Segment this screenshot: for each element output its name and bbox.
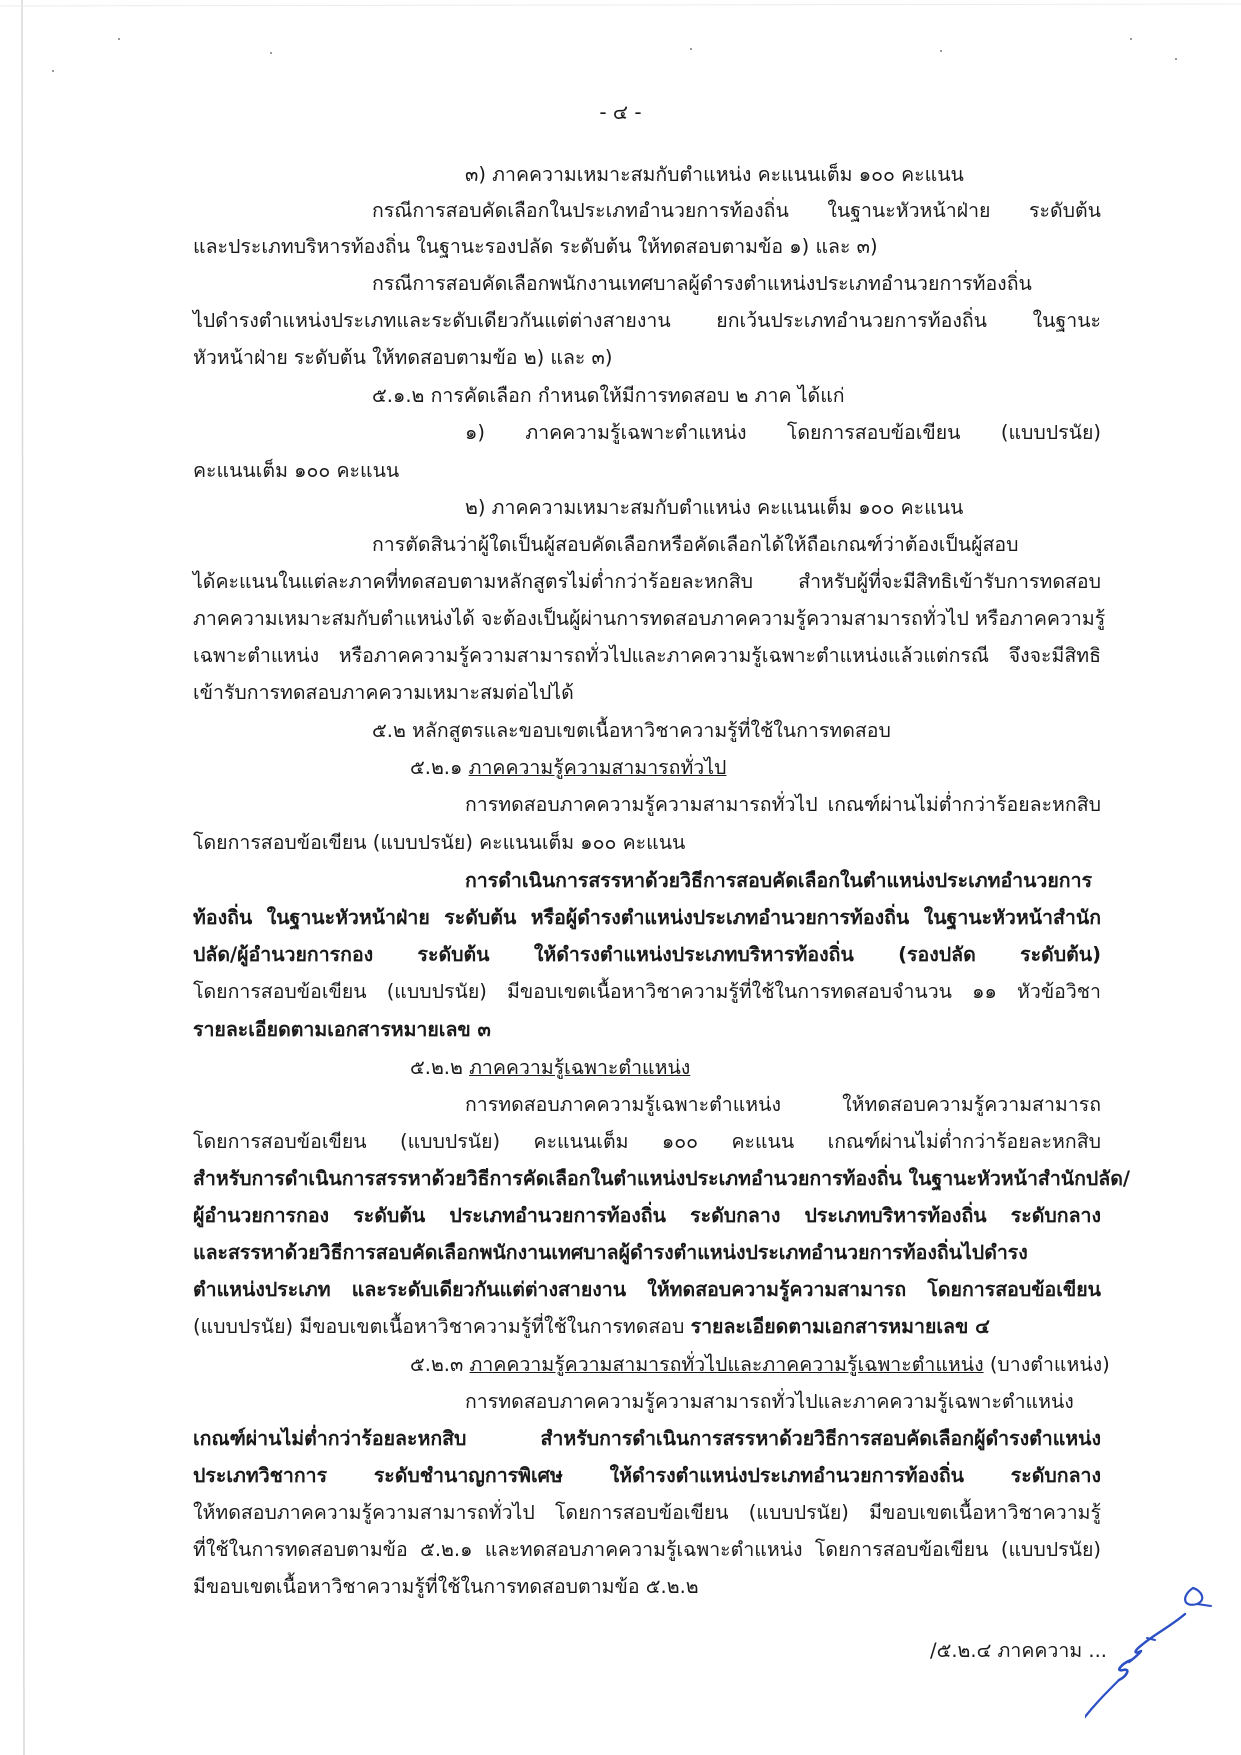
text-line [193, 1316, 990, 1338]
text-line: การดำเนินการสรรหาด้วยวิธีการสอบคัดเลือกในตำแหน่งประเภทอำนวยการ [465, 869, 1093, 892]
text-line: ภาคความเหมาะสมกับตำแหน่งได้ จะต้องเป็นผู้ผ่านการทดสอบภาคความรู้ความสามารถทั่วไป หรือภาคความรู้ [193, 607, 1106, 630]
page-number: - ๔ - [599, 100, 642, 124]
text-line: สำหรับการดำเนินการสรรหาด้วยวิธีการคัดเลือกในตำแหน่งประเภทอำนวยการท้องถิ่น ในฐานะหัวหน้าสำนักปลัด/ [193, 1167, 1131, 1190]
section-title: ภาคความรู้เฉพาะตำแหน่ง [469, 1056, 691, 1079]
text-line: การทดสอบภาคความรู้ความสามารถทั่วไป เกณฑ์ผ่านไม่ต่ำกว่าร้อยละหกสิบ [465, 793, 1101, 816]
section-number: ๕.๒.๒ [410, 1056, 470, 1079]
section-heading [410, 1354, 1110, 1376]
text-segment-bold: รายละเอียดตามเอกสารหมายเลข ๔ [690, 1315, 990, 1338]
scan-speck [690, 48, 692, 50]
text-line: ปลัด/ผู้อำนวยการกอง ระดับต้น ให้ดำรงตำแหน่งประเภทบริหารท้องถิ่น (รองปลัด ระดับต้น) [193, 943, 1101, 966]
scan-speck [1175, 58, 1177, 60]
text-line: โดยการสอบข้อเขียน (แบบปรนัย) คะแนนเต็ม ๑๐๐ คะแนน เกณฑ์ผ่านไม่ต่ำกว่าร้อยละหกสิบ [193, 1130, 1101, 1153]
section-note: (บางตำแหน่ง) [983, 1353, 1110, 1376]
text-line: ๓) ภาคความเหมาะสมกับตำแหน่ง คะแนนเต็ม ๑๐๐ คะแนน [465, 163, 964, 186]
scan-speck [270, 52, 272, 54]
section-title: ภาคความรู้ความสามารถทั่วไป [468, 756, 727, 779]
text-line: ให้ทดสอบภาคความรู้ความสามารถทั่วไป โดยการสอบข้อเขียน (แบบปรนัย) มีขอบเขตเนื้อหาวิชาความรู้ [193, 1501, 1101, 1524]
text-line: ท้องถิ่น ในฐานะหัวหน้าฝ่าย ระดับต้น หรือผู้ดำรงตำแหน่งประเภทอำนวยการท้องถิ่น ในฐานะหัวหน้าสำนัก [193, 906, 1101, 929]
continuation-note: /๕.๒.๔ ภาคความ ... [930, 1639, 1107, 1662]
text-line: ได้คะแนนในแต่ละภาคที่ทดสอบตามหลักสูตรไม่ต่ำกว่าร้อยละหกสิบ สำหรับผู้ที่จะมีสิทธิเข้ารับการทดสอบ [193, 570, 1101, 593]
text-line: และสรรหาด้วยวิธีการสอบคัดเลือกพนักงานเทศบาลผู้ดำรงตำแหน่งประเภทอำนวยการท้องถิ่นไปดำรง [193, 1241, 1028, 1264]
text-line: คะแนนเต็ม ๑๐๐ คะแนน [193, 459, 400, 482]
scan-speck [52, 70, 54, 72]
text-line: หัวหน้าฝ่าย ระดับต้น ให้ทดสอบตามข้อ ๒) และ ๓) [193, 346, 613, 369]
text-line: กรณีการสอบคัดเลือกพนักงานเทศบาลผู้ดำรงตำแหน่งประเภทอำนวยการท้องถิ่น [372, 272, 1032, 295]
text-line: กรณีการสอบคัดเลือกในประเภทอำนวยการท้องถิ่น ในฐานะหัวหน้าฝ่าย ระดับต้น [372, 199, 1101, 222]
text-line: ตำแหน่งประเภท และระดับเดียวกันแต่ต่างสายงาน ให้ทดสอบความรู้ความสามารถ โดยการสอบข้อเขียน [193, 1278, 1101, 1301]
text-line: และประเภทบริหารท้องถิ่น ในฐานะรองปลัด ระดับต้น ให้ทดสอบตามข้อ ๑) และ ๓) [193, 235, 878, 258]
scan-speck [118, 38, 120, 40]
text-line: เข้ารับการทดสอบภาคความเหมาะสมต่อไปได้ [193, 681, 574, 704]
scan-speck [1130, 38, 1132, 40]
text-line: ที่ใช้ในการทดสอบตามข้อ ๕.๒.๑ และทดสอบภาคความรู้เฉพาะตำแหน่ง โดยการสอบข้อเขียน (แบบปรนัย) [193, 1538, 1101, 1561]
text-line: ๑) ภาคความรู้เฉพาะตำแหน่ง โดยการสอบข้อเขียน (แบบปรนัย) [465, 421, 1101, 444]
text-line: ๒) ภาคความเหมาะสมกับตำแหน่ง คะแนนเต็ม ๑๐๐ คะแนน [465, 496, 964, 519]
text-line: ๕.๒ หลักสูตรและขอบเขตเนื้อหาวิชาความรู้ที่ใช้ในการทดสอบ [372, 719, 891, 742]
text-segment: (แบบปรนัย) มีขอบเขตเนื้อหาวิชาความรู้ที่ใช้ในการทดสอบ [193, 1315, 691, 1338]
signature [1085, 1580, 1225, 1730]
text-line: มีขอบเขตเนื้อหาวิชาความรู้ที่ใช้ในการทดสอบตามข้อ ๕.๒.๒ [193, 1575, 699, 1598]
text-line: ผู้อำนวยการกอง ระดับต้น ประเภทอำนวยการท้องถิ่น ระดับกลาง ประเภทบริหารท้องถิ่น ระดับกลาง [193, 1204, 1101, 1227]
text-line: โดยการสอบข้อเขียน (แบบปรนัย) คะแนนเต็ม ๑๐๐ คะแนน [193, 831, 686, 854]
section-title: ภาคความรู้ความสามารถทั่วไปและภาคความรู้เฉพาะตำแหน่ง [469, 1353, 984, 1376]
text-line: เกณฑ์ผ่านไม่ต่ำกว่าร้อยละหกสิบ สำหรับการดำเนินการสรรหาด้วยวิธีการสอบคัดเลือกผู้ดำรงตำแหน่ง [193, 1427, 1101, 1450]
text-line: การทดสอบภาคความรู้ความสามารถทั่วไปและภาคความรู้เฉพาะตำแหน่ง [465, 1390, 1074, 1413]
scan-speck [940, 50, 942, 52]
section-heading [410, 757, 726, 779]
section-heading [410, 1057, 690, 1079]
text-line: ไปดำรงตำแหน่งประเภทและระดับเดียวกันแต่ต่างสายงาน ยกเว้นประเภทอำนวยการท้องถิ่น ในฐานะ [193, 309, 1101, 332]
text-line: รายละเอียดตามเอกสารหมายเลข ๓ [193, 1018, 491, 1041]
text-line: เฉพาะตำแหน่ง หรือภาคความรู้ความสามารถทั่วไปและภาคความรู้เฉพาะตำแหน่งแล้วแต่กรณี จึงจะมีสิทธิ [193, 644, 1101, 667]
section-number: ๕.๒.๓ [410, 1353, 470, 1376]
text-line: การทดสอบภาคความรู้เฉพาะตำแหน่ง ให้ทดสอบความรู้ความสามารถ [465, 1093, 1101, 1116]
text-line: การตัดสินว่าผู้ใดเป็นผู้สอบคัดเลือกหรือคัดเลือกได้ให้ถือเกณฑ์ว่าต้องเป็นผู้สอบ [372, 533, 1019, 556]
text-line: ๕.๑.๒ การคัดเลือก กำหนดให้มีการทดสอบ ๒ ภาค ได้แก่ [372, 384, 845, 407]
text-line: โดยการสอบข้อเขียน (แบบปรนัย) มีขอบเขตเนื้อหาวิชาความรู้ที่ใช้ในการทดสอบจำนวน ๑๑ หัวข้อวิชา [193, 980, 1101, 1003]
section-number: ๕.๒.๑ [410, 756, 469, 779]
text-line: ประเภทวิชาการ ระดับชำนาญการพิเศษ ให้ดำรงตำแหน่งประเภทอำนวยการท้องถิ่น ระดับกลาง [193, 1464, 1101, 1487]
